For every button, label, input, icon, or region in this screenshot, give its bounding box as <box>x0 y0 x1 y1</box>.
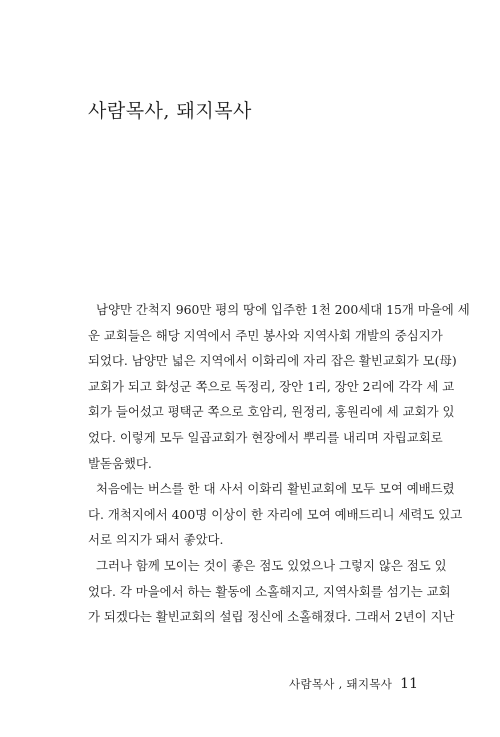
running-footer <box>0 676 418 692</box>
text-line: 되었다. 남양만 넓은 지역에서 이화리에 자리 잡은 활빈교회가 모(母) <box>88 353 457 369</box>
text-line: 었다. 이렇게 모두 일곱교회가 현장에서 뿌리를 내리며 자립교회로 <box>88 429 443 445</box>
text-line: 서로 의지가 돼서 좋았다. <box>88 532 224 548</box>
text-line: 다. 개척지에서 400명 이상이 한 자리에 모여 예배드리니 세력도 있고 <box>88 506 463 522</box>
text-line: 그러나 함께 모이는 것이 좋은 점도 있었으나 그렇지 않은 점도 있 <box>96 557 447 573</box>
footer-running-title: 사람목사 , 돼지목사 <box>289 677 393 691</box>
chapter-title: 사람목사, 돼지목사 <box>88 100 252 122</box>
text-line: 가 되겠다는 활빈교회의 설립 정신에 소홀해졌다. 그래서 2년이 지난 <box>88 609 455 625</box>
page-number: 11 <box>400 676 418 692</box>
text-line: 교회가 되고 화성군 쪽으로 독정리, 장안 1리, 장안 2리에 각각 세 교 <box>88 378 455 394</box>
text-line: 회가 들어섰고 평택군 쪽으로 호암리, 원정리, 홍원리에 세 교회가 있 <box>88 404 455 420</box>
text-line: 처음에는 버스를 한 대 사서 이화리 활빈교회에 모두 모여 예배드렸 <box>96 481 455 497</box>
text-line: 남양만 간척지 960만 평의 땅에 입주한 1천 200세대 15개 마을에 세 <box>96 302 470 317</box>
body-text <box>88 297 470 630</box>
text-line: 발돋움했다. <box>88 455 152 471</box>
text-line: 었다. 각 마을에서 하는 활동에 소홀해지고, 지역사회를 섬기는 교회 <box>88 583 451 599</box>
text-line: 운 교회들은 해당 지역에서 주민 봉사와 지역사회 개발의 중심지가 <box>88 327 443 343</box>
